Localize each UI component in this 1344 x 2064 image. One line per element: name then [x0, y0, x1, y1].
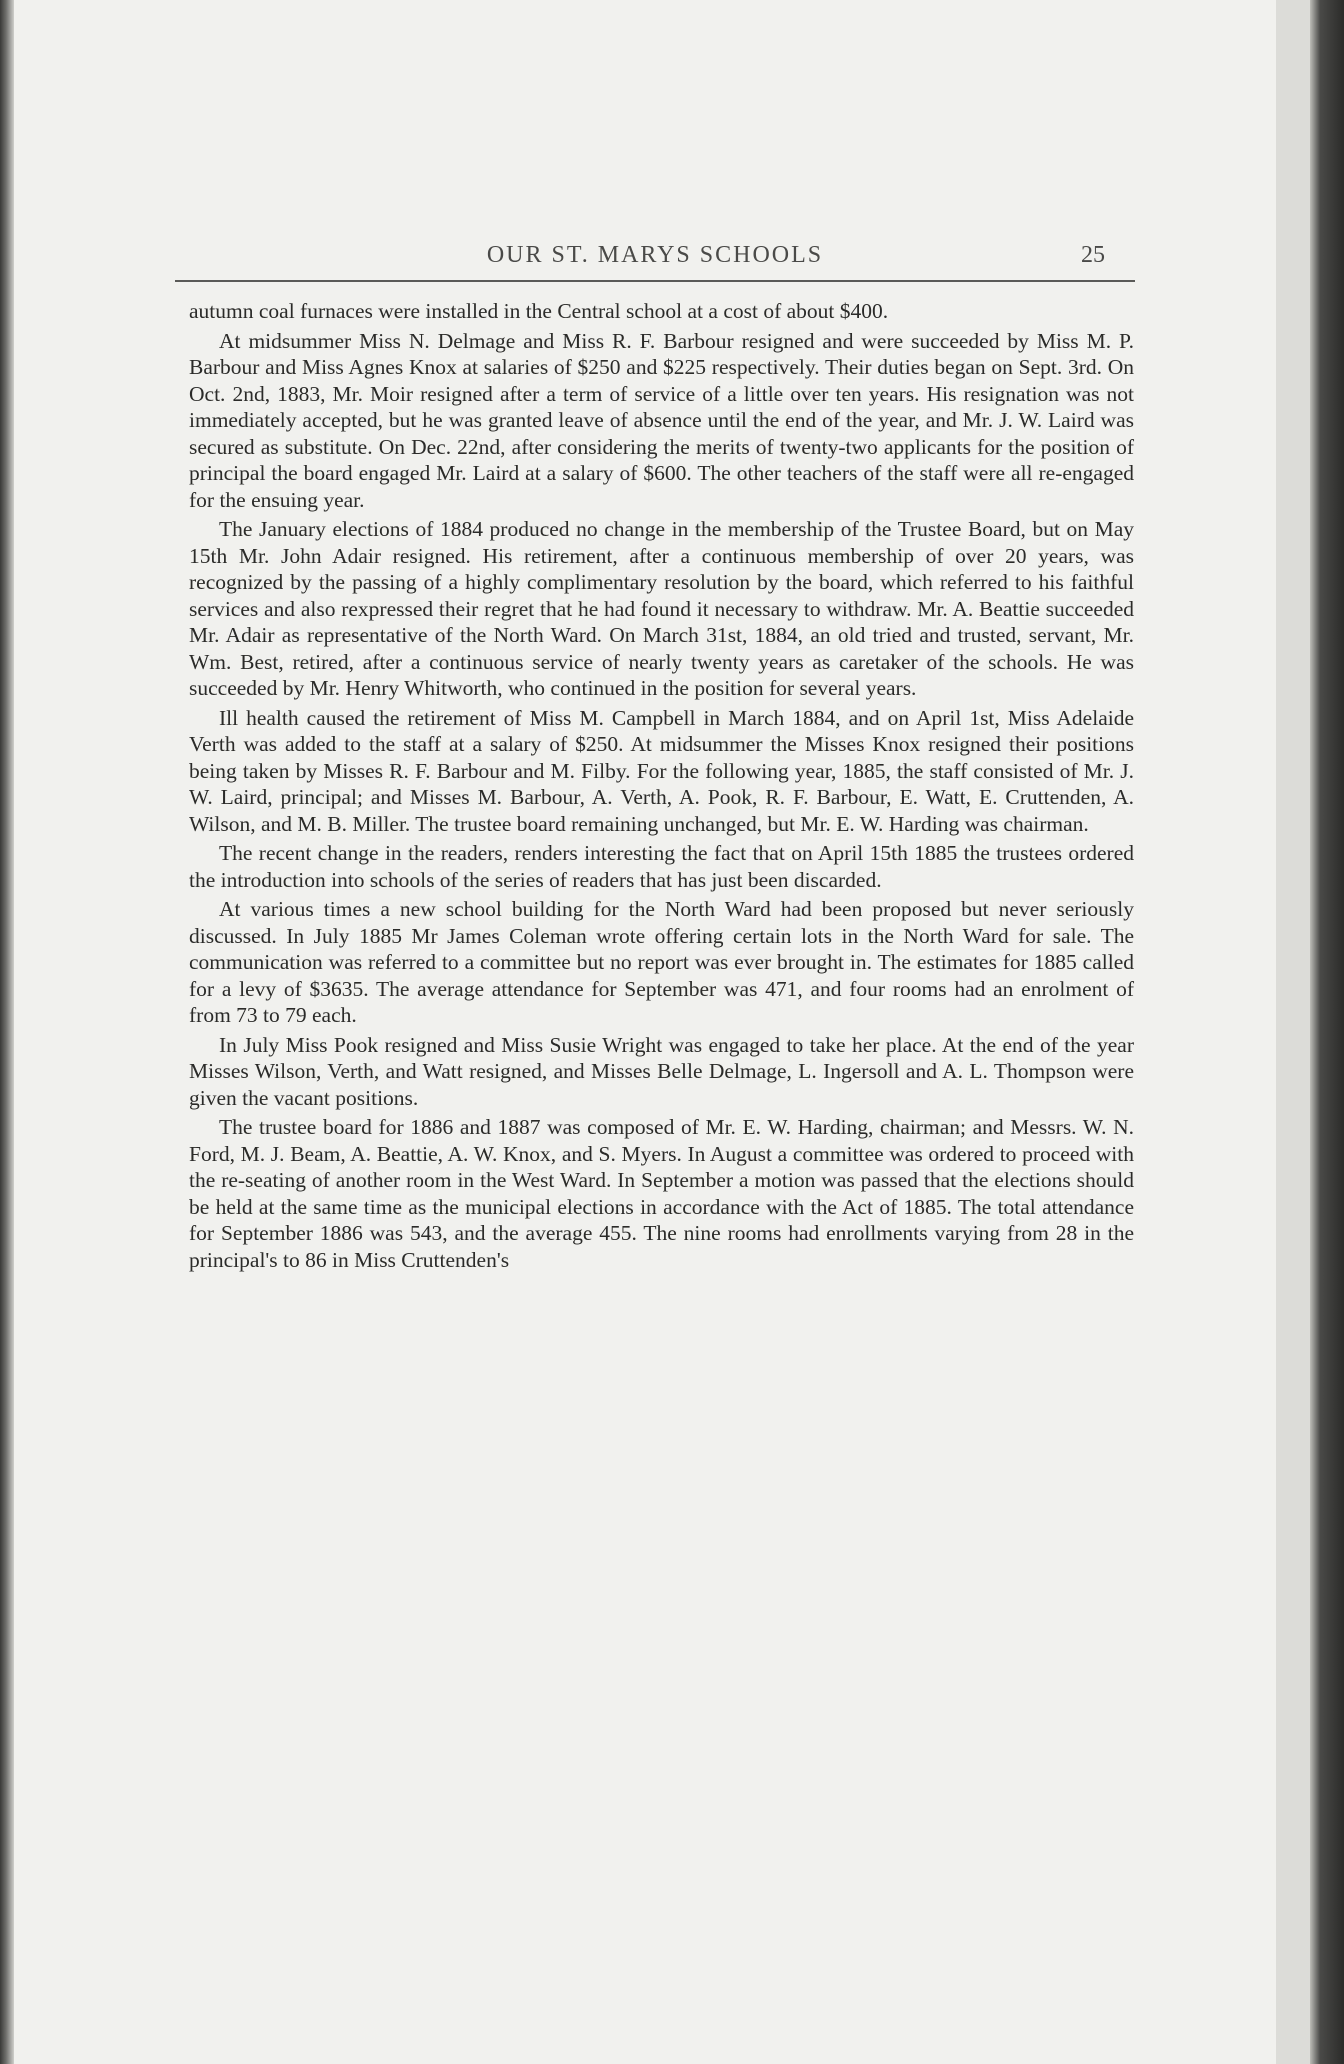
- page-number: 25: [1081, 242, 1105, 268]
- book-page: [14, 0, 1276, 2064]
- running-head: OUR ST. MARYS SCHOOLS: [486, 242, 824, 268]
- paragraph: In July Miss Pook resigned and Miss Susie Wright was engaged to take her place. At the end of the year Misses Wilson, Verth, and Watt resigned, and Misses Belle Delmage, L. Ingersoll and A. L. Thompson were given the vacant positions.: [189, 1032, 1134, 1110]
- paragraph: The recent change in the readers, renders interesting the fact that on April 15th 1885 the trustees ordered the introduction into schools of the series of readers that has just been discarded.: [189, 841, 1134, 892]
- body-text: [189, 298, 1134, 1276]
- paragraph: The trustee board for 1886 and 1887 was composed of Mr. E. W. Harding, chairman; and Messrs. W. N. Ford, M. J. Beam, A. Beattie, A. W. Knox, and S. Myers. In August a committee was ordered to proceed with the re-seating of another room in the West Ward. In September a motion was passed that the elections should be held at the same time as the municipal elections in accordance with the Act of 1885. The total attendance for September 1886 was 543, and the average 455. The nine rooms had enrollments varying from 28 in the principal's to 86 in Miss Cruttenden's: [189, 1115, 1134, 1272]
- page-header: [175, 236, 1135, 282]
- paragraph: At midsummer Miss N. Delmage and Miss R. F. Barbour resigned and were succeeded by Miss M. P. Barbour and Miss Agnes Knox at salaries of $250 and $225 respectively. Their duties began on Sept. 3rd. On Oct. 2nd, 1883, Mr. Moir resigned after a term of service of a little over ten years. His resignation was not immediately accepted, but he was granted leave of absence until the end of the year, and Mr. J. W. Laird was secured as substitute. On Dec. 22nd, after considering the merits of twenty-two applicants for the position of principal the board engaged Mr. Laird at a salary of $600. The other teachers of the staff were all re-engaged for the ensuing year.: [189, 328, 1134, 512]
- paragraph: At various times a new school building for the North Ward had been proposed but never seriously discussed. In July 1885 Mr James Coleman wrote offering certain lots in the North Ward for sale. The communication was referred to a committee but no report was ever brought in. The estimates for 1885 called for a levy of $3635. The average attendance for September was 471, and four rooms had an enrolment of from 73 to 79 each.: [189, 897, 1134, 1027]
- scan-shadow-right: [1310, 0, 1344, 2064]
- scan-shadow-left: [0, 0, 14, 2064]
- paragraph: The January elections of 1884 produced no change in the membership of the Trustee Board, but on May 15th Mr. John Adair resigned. His retirement, after a continuous membership of over 20 years, was recognized by the passing of a highly complimentary resolution by the board, which referred to his faithful services and also rexpressed their regret that he had found it necessary to withdraw. Mr. A. Beattie succeeded Mr. Adair as representative of the North Ward. On March 31st, 1884, an old tried and trusted, servant, Mr. Wm. Best, retired, after a continuous service of nearly twenty years as caretaker of the schools. He was succeeded by Mr. Henry Whitworth, who continued in the position for several years.: [189, 517, 1134, 700]
- paragraph: Ill health caused the retirement of Miss M. Campbell in March 1884, and on April 1st, Miss Adelaide Verth was added to the staff at a salary of $250. At midsummer the Misses Knox resigned their positions being taken by Misses R. F. Barbour and M. Filby. For the following year, 1885, the staff consisted of Mr. J. W. Laird, principal; and Misses M. Barbour, A. Verth, A. Pook, R. F. Barbour, E. Watt, E. Cruttenden, A. Wilson, and M. B. Miller. The trustee board remaining unchanged, but Mr. E. W. Harding was chairman.: [189, 705, 1134, 836]
- paragraph: autumn coal furnaces were installed in the Central school at a cost of about $400.: [189, 299, 889, 323]
